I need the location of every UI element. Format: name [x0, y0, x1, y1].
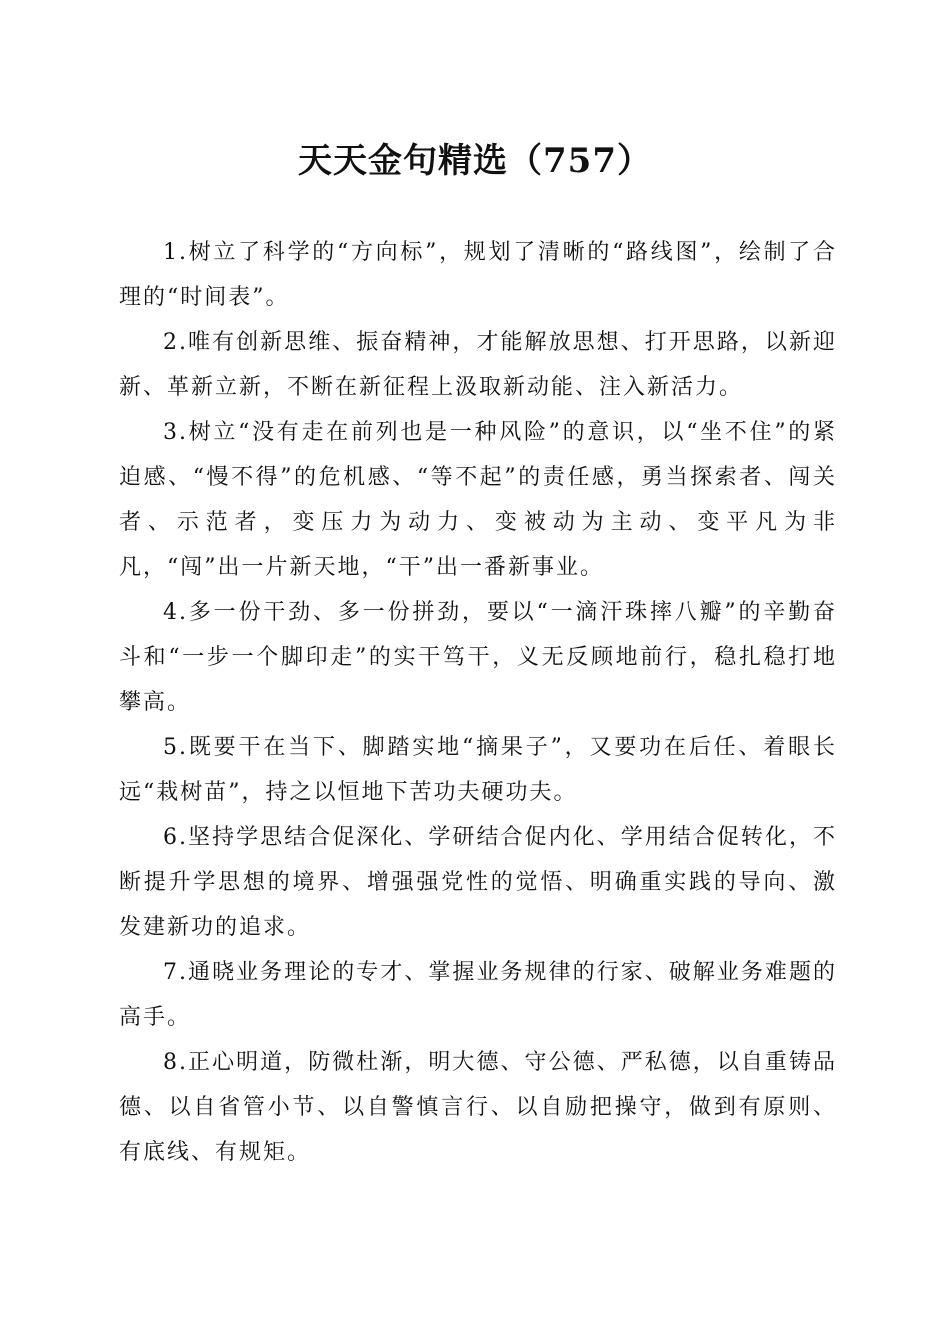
paragraph-8: 8.正心明道，防微杜渐，明大德、守公德、严私德，以自重铸品德、以自省管小节、以自警慎言行、以自励把操守，做到有原则、有底线、有规矩。 — [119, 1050, 837, 1165]
paragraph-6: 6.坚持学思结合促深化、学研结合促内化、学用结合促转化，不断提升学思想的境界、增强强党性的觉悟、明确重实践的导向、激发建新功的追求。 — [119, 825, 837, 940]
paragraph-2: 2.唯有创新思维、振奋精神，才能解放思想、打开思路，以新迎新、革新立新，不断在新征程上汲取新动能、注入新活力。 — [119, 330, 837, 400]
document-title: 天天金句精选（757） — [298, 141, 652, 181]
paragraph-5: 5.既要干在当下、脚踏实地“摘果子”，又要功在后任、着眼长远“栽树苗”，持之以恒地下苦功夫硬功夫。 — [119, 735, 837, 805]
paragraph-3: 3.树立“没有走在前列也是一种风险”的意识，以“坐不住”的紧迫感、“慢不得”的危机感、“等不起”的责任感，勇当探索者、闯关者、示范者，变压力为动力、变被动为主动、变平凡为非凡，“闯”出一片新天地，“干”出一番新事业。 — [119, 420, 837, 580]
paragraph-1: 1.树立了科学的“方向标”，规划了清晰的“路线图”，绘制了合理的“时间表”。 — [119, 240, 837, 310]
document-body — [119, 230, 837, 1175]
paragraph-7: 7.通晓业务理论的专才、掌握业务规律的行家、破解业务难题的高手。 — [119, 960, 837, 1030]
paragraph-4: 4.多一份干劲、多一份拼劲，要以“一滴汗珠摔八瓣”的辛勤奋斗和“一步一个脚印走”的实干笃干，义无反顾地前行，稳扎稳打地攀高。 — [119, 600, 837, 715]
